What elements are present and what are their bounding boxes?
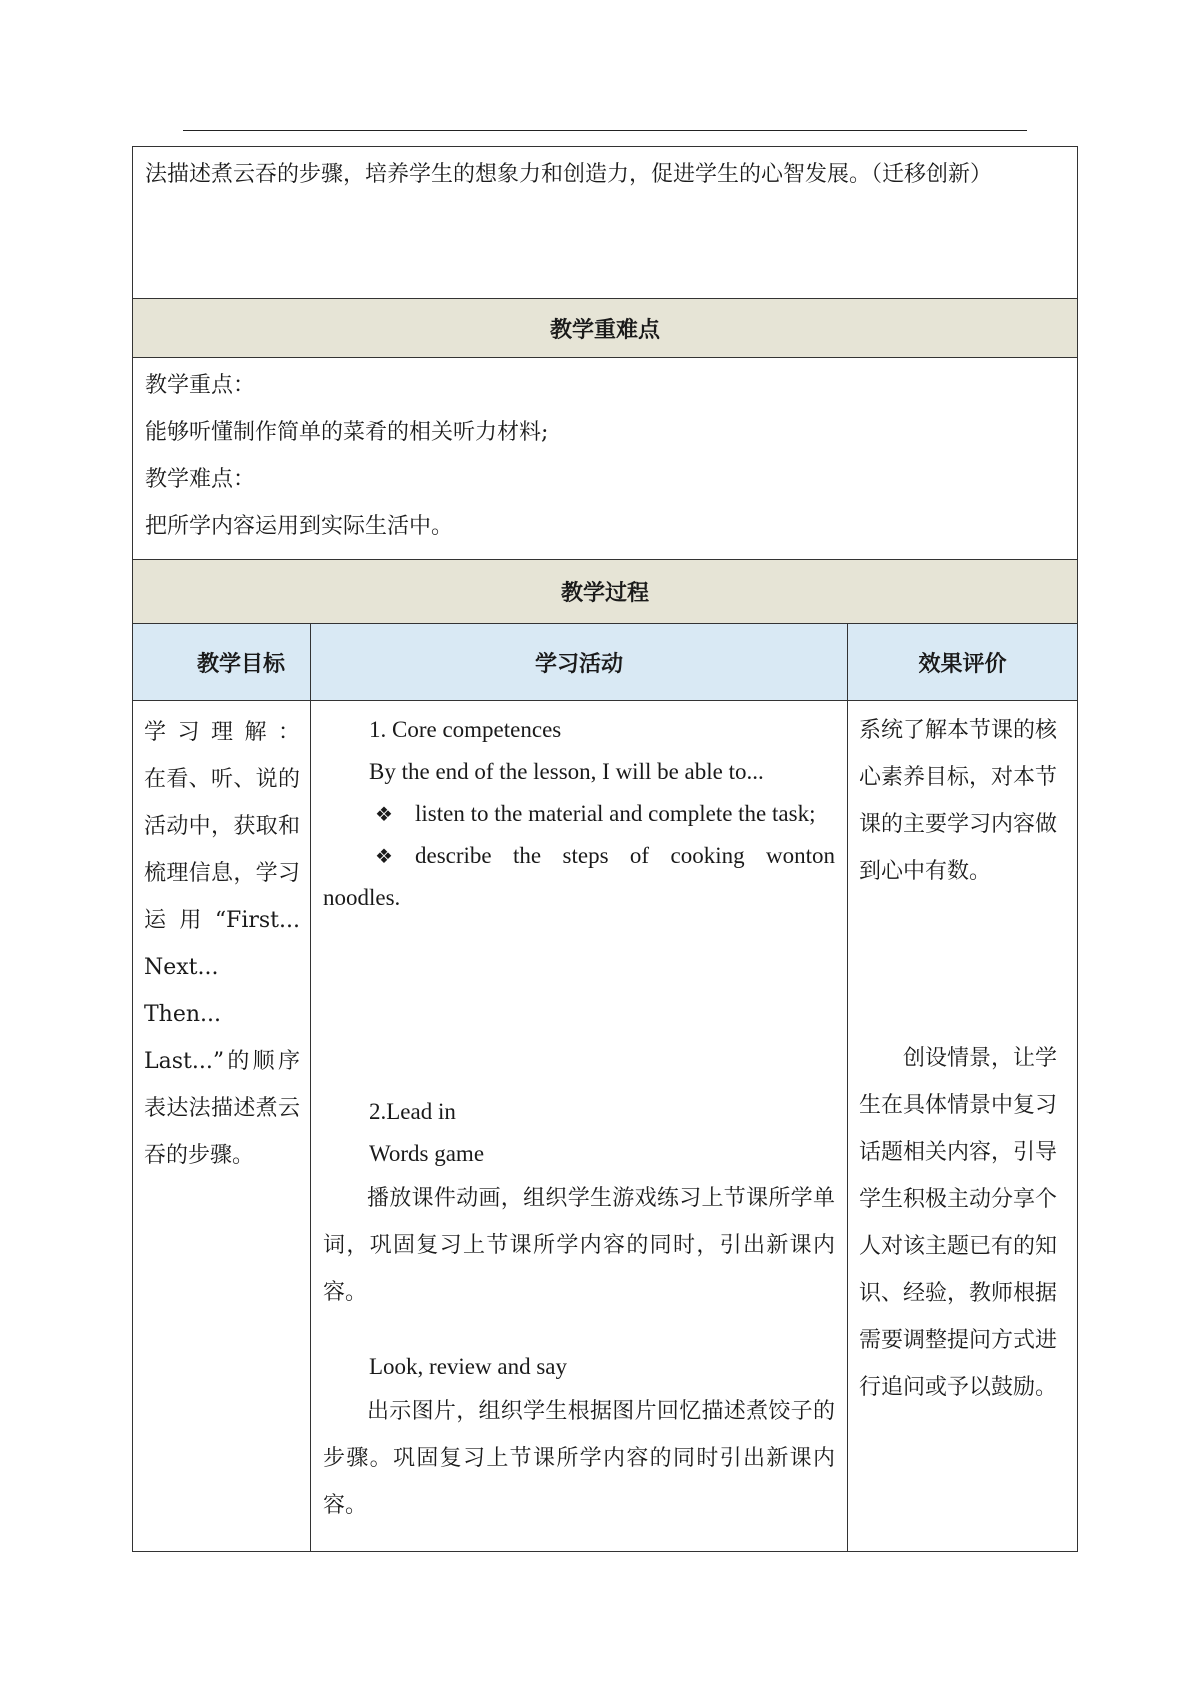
focus-text: 能够听懂制作简单的菜肴的相关听力材料;	[145, 420, 549, 445]
core-title: 1. Core competences	[369, 717, 562, 742]
key-points-heading: 教学重难点	[133, 299, 1078, 358]
look-review-title: Look, review and say	[369, 1354, 567, 1379]
evaluation-core: 系统了解本节课的核心素养目标，对本节课的主要学习内容做到心中有数。	[859, 718, 1058, 884]
bullet-text: describe the steps of cooking wonton	[415, 843, 835, 868]
header-rule	[183, 130, 1027, 131]
look-review-description: 出示图片，组织学生根据图片回忆描述煮饺子的步骤。巩固复习上节课所学内容的同时引出新课内容。	[323, 1399, 835, 1518]
difficulty-label: 教学难点：	[145, 467, 256, 492]
key-points-row	[133, 358, 1078, 560]
bullet-item	[323, 835, 835, 877]
activity-cell	[311, 701, 848, 1552]
focus-label: 教学重点：	[145, 373, 256, 398]
bullet-diamond-icon: ❖	[375, 802, 393, 826]
words-game-title: Words game	[369, 1141, 485, 1166]
goal-label: 学习理解：	[144, 720, 300, 745]
objective-continuation-row	[133, 147, 1078, 299]
evaluation-cell	[848, 701, 1078, 1552]
key-points-cell	[133, 358, 1078, 560]
column-header-goal: 教学目标	[133, 624, 311, 701]
objective-continuation-cell	[133, 147, 1078, 299]
process-heading: 教学过程	[133, 560, 1078, 624]
lesson-plan-table	[132, 146, 1078, 1552]
objective-continuation-text: 法描述煮云吞的步骤，培养学生的想象力和创造力，促进学生的心智发展。（迁移创新）	[145, 162, 993, 187]
words-game-description: 播放课件动画，组织学生游戏练习上节课所学单词，巩固复习上节课所学内容的同时，引出新课内容。	[323, 1186, 835, 1305]
goal-text: 在看、听、说的活动中，获取和梳理信息，学习运用“First... Next... Then... Last...”的顺序表达法描述煮云吞的步骤。	[144, 767, 300, 1168]
process-content-row	[133, 701, 1078, 1552]
bullet-text: listen to the material and complete the task;	[415, 801, 816, 826]
bullet-item	[323, 793, 835, 835]
process-column-header-row	[133, 624, 1078, 701]
bullet-diamond-icon: ❖	[375, 844, 393, 868]
bullet-text-continued: noodles.	[323, 885, 401, 910]
column-header-activity: 学习活动	[311, 624, 848, 701]
difficulty-text: 把所学内容运用到实际生活中。	[145, 514, 454, 539]
core-intro: By the end of the lesson, I will be able to...	[369, 759, 764, 784]
lead-in-title: 2.Lead in	[369, 1099, 456, 1124]
evaluation-lead-in: 创设情景，让学生在具体情景中复习话题相关内容，引导学生积极主动分享个人对该主题已有的知识、经验，教师根据需要调整提问方式进行追问或予以鼓励。	[859, 1046, 1058, 1400]
goal-cell	[133, 701, 311, 1552]
column-header-evaluation: 效果评价	[848, 624, 1078, 701]
